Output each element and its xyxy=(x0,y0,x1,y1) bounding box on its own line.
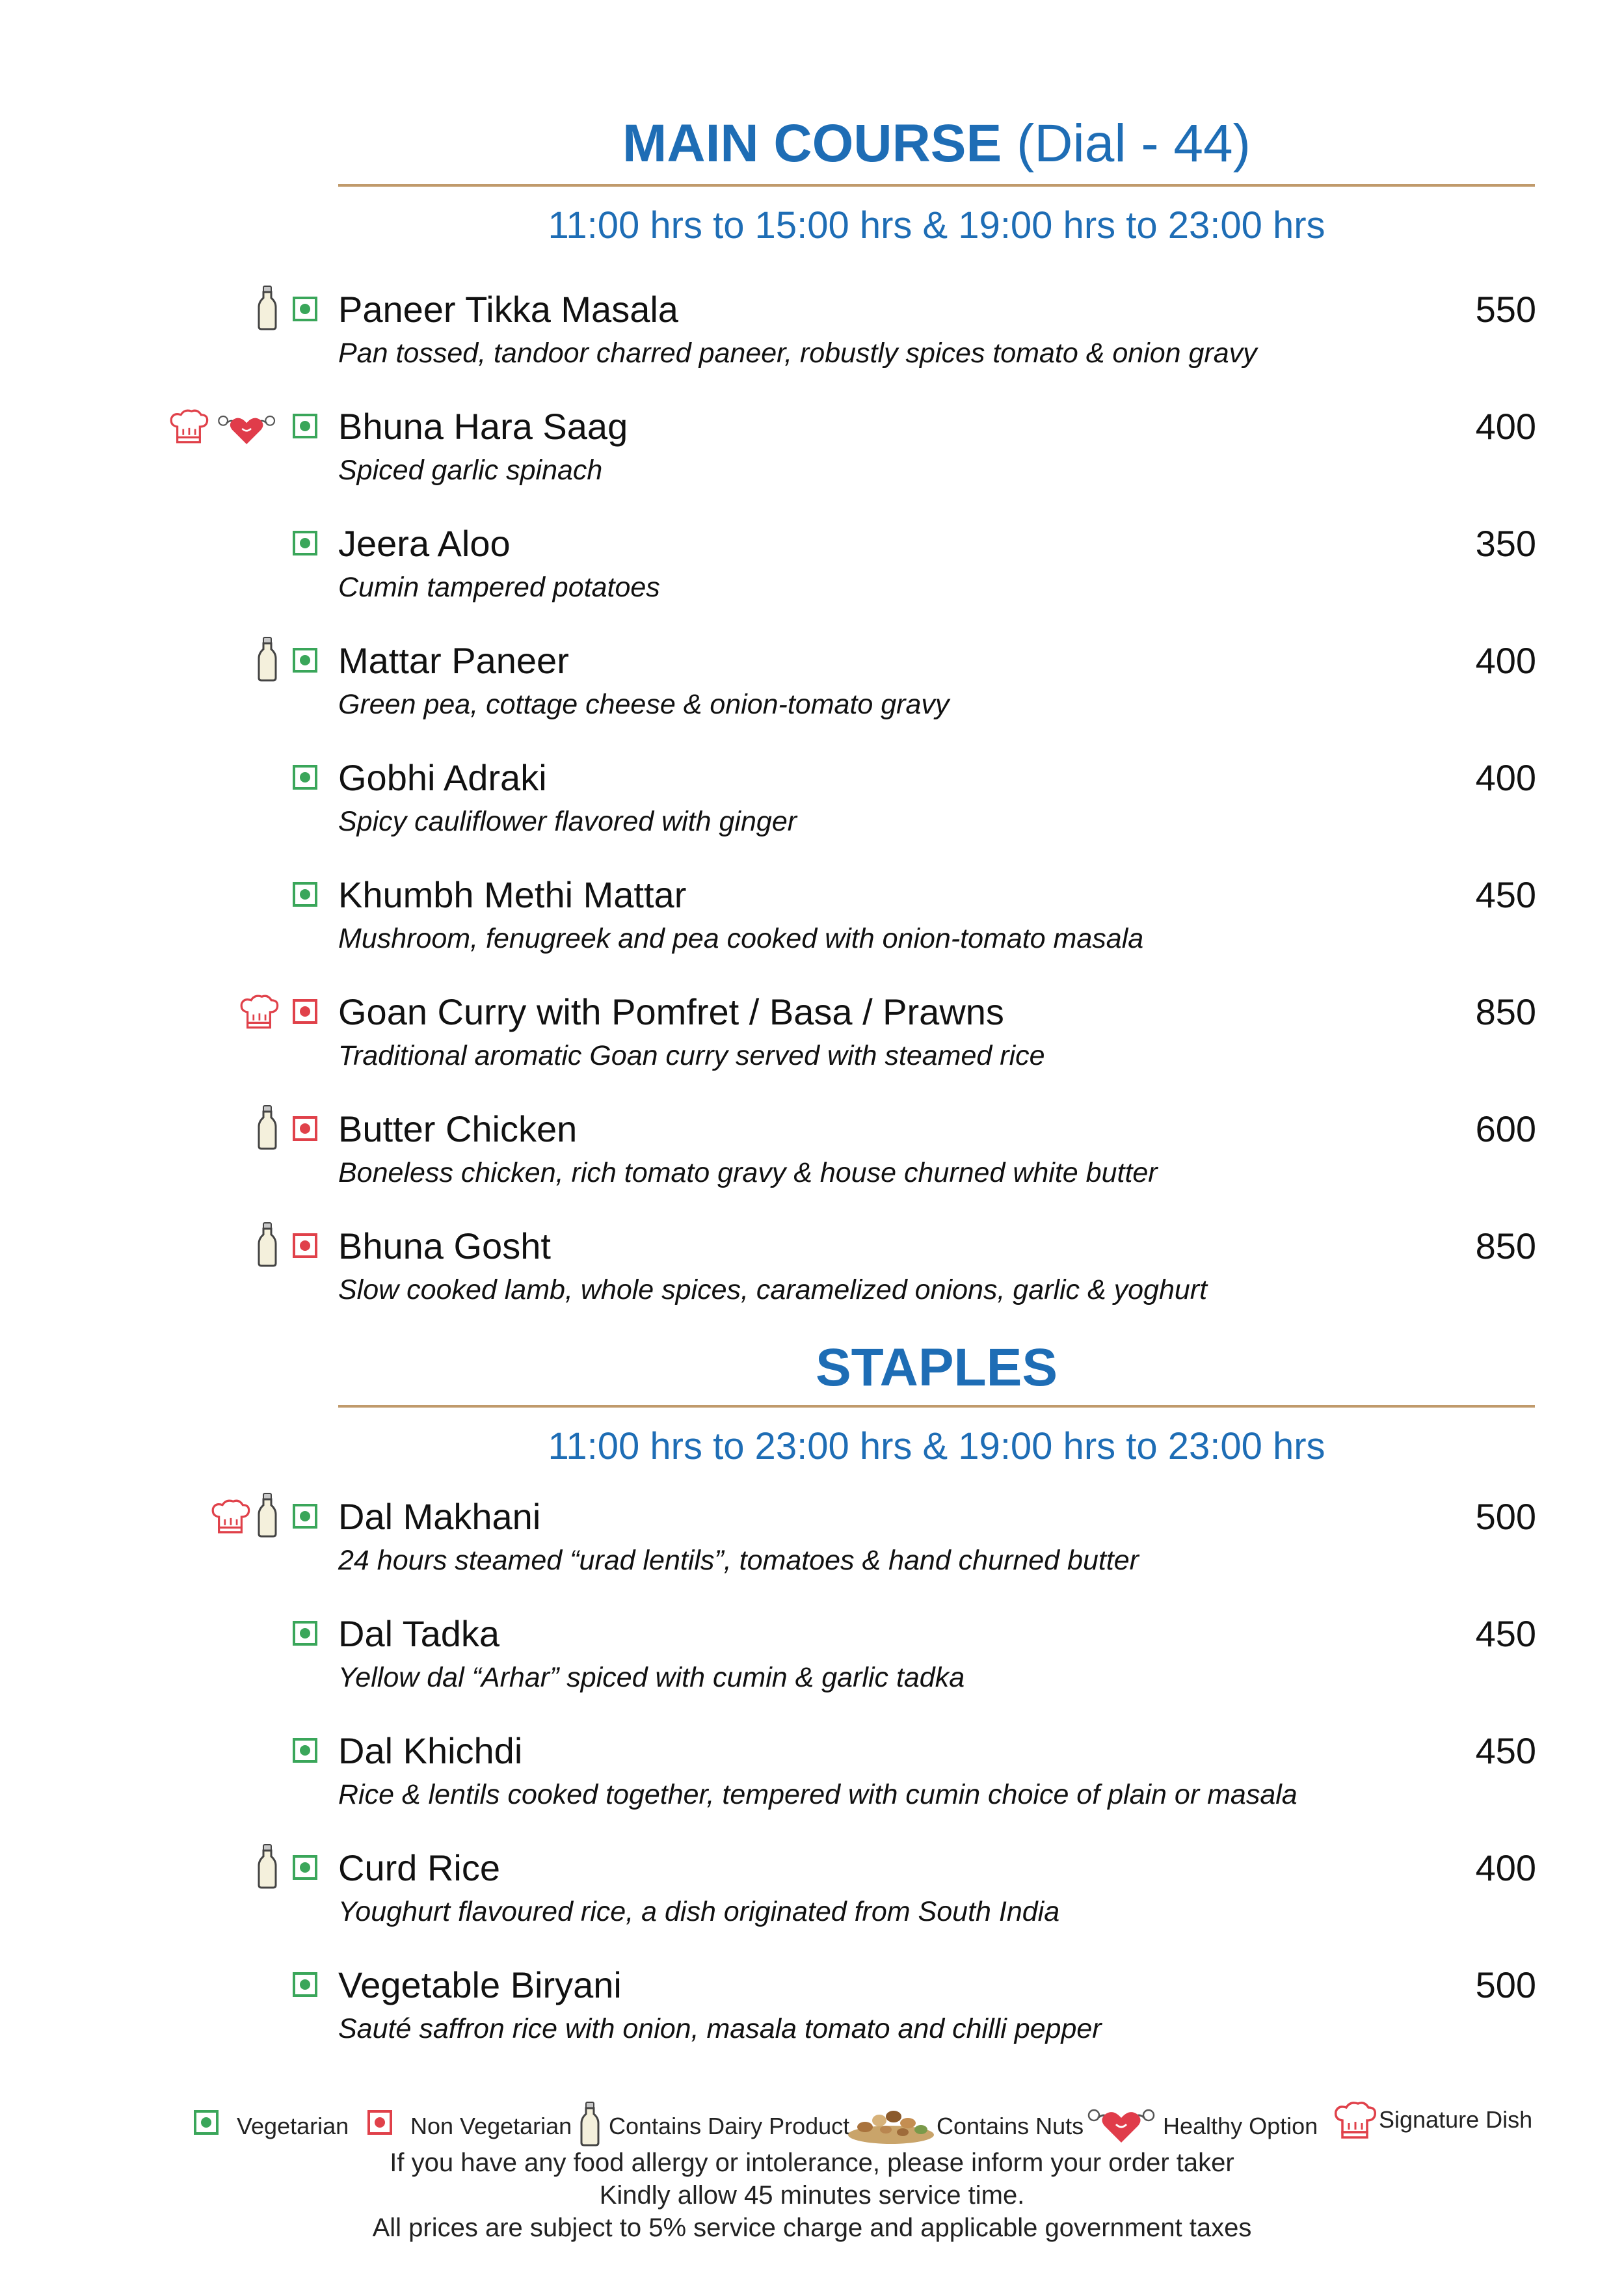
menu-item-price: 400 xyxy=(1475,406,1536,447)
menu-item xyxy=(0,1613,1624,1711)
menu-item-name: Dal Makhani xyxy=(338,1496,541,1537)
signature-chef-hat-icon xyxy=(1332,2101,1378,2140)
legend-signature-label: Signature Dish xyxy=(1379,2106,1533,2133)
menu-item-description: 24 hours steamed “urad lentils”, tomatoes & hand churned butter xyxy=(338,1545,1139,1576)
veg-marker-icon xyxy=(293,297,317,321)
signature-chef-hat-icon xyxy=(168,408,209,448)
menu-item-name: Paneer Tikka Masala xyxy=(338,289,678,330)
menu-item-description: Spiced garlic spinach xyxy=(338,455,603,486)
veg-marker-icon xyxy=(293,531,317,555)
menu-item-description: Green pea, cottage cheese & onion-tomato gravy xyxy=(338,689,950,720)
veg-marker-icon xyxy=(293,1855,317,1880)
legend-vegetarian-label: Vegetarian xyxy=(237,2113,349,2139)
legend xyxy=(0,2101,1624,2153)
main-course-rule xyxy=(338,184,1535,187)
menu-item-name: Dal Khichdi xyxy=(338,1730,523,1771)
legend-non-vegetarian-label: Non Vegetarian xyxy=(410,2113,572,2139)
menu-item-description: Sauté saffron rice with onion, masala tomato and chilli pepper xyxy=(338,2013,1102,2044)
menu-item xyxy=(0,289,1624,386)
staples-title xyxy=(338,1338,1535,1397)
menu-item-price: 450 xyxy=(1475,1730,1536,1771)
dairy-bottle-icon xyxy=(256,285,278,334)
veg-marker-icon xyxy=(293,882,317,907)
dairy-bottle-icon xyxy=(256,1104,278,1153)
menu-item-price: 850 xyxy=(1475,991,1536,1032)
menu-item xyxy=(0,640,1624,738)
menu-item-description: Pan tossed, tandoor charred paneer, robustly spices tomato & onion gravy xyxy=(338,338,1257,369)
menu-item xyxy=(0,406,1624,503)
menu-item-description: Rice & lentils cooked together, tempered with cumin choice of plain or masala xyxy=(338,1779,1298,1810)
menu-item-name: Bhuna Hara Saag xyxy=(338,406,628,447)
signature-chef-hat-icon xyxy=(238,994,280,1034)
menu-item xyxy=(0,1108,1624,1206)
dairy-bottle-icon xyxy=(256,1492,278,1541)
dairy-bottle-icon xyxy=(256,1843,278,1892)
menu-item-name: Curd Rice xyxy=(338,1847,500,1888)
main-course-hours: 11:00 hrs to 15:00 hrs & 19:00 hrs to 23:00 hrs xyxy=(548,204,1325,247)
menu-item-name: Butter Chicken xyxy=(338,1108,578,1149)
menu-item-price: 500 xyxy=(1475,1964,1536,2005)
veg-marker-icon xyxy=(194,2110,219,2135)
healthy-heart-icon xyxy=(215,408,280,451)
veg-marker-icon xyxy=(293,1504,317,1529)
menu-item-price: 850 xyxy=(1475,1225,1536,1266)
menu-item-description: Cumin tampered potatoes xyxy=(338,572,660,603)
menu-item-description: Mushroom, fenugreek and pea cooked with onion-tomato masala xyxy=(338,923,1144,954)
allergy-note: If you have any food allergy or intolerance, please inform your order taker xyxy=(390,2148,1234,2177)
menu-item-name: Mattar Paneer xyxy=(338,640,569,681)
veg-marker-icon xyxy=(293,414,317,438)
menu-item-price: 450 xyxy=(1475,874,1536,915)
veg-marker-icon xyxy=(293,648,317,673)
nonveg-marker-icon xyxy=(293,1116,317,1141)
menu-item-name: Vegetable Biryani xyxy=(338,1964,622,2005)
menu-item-description: Slow cooked lamb, whole spices, caramelized onions, garlic & yoghurt xyxy=(338,1274,1208,1305)
dairy-bottle-icon xyxy=(256,1222,278,1270)
menu-item xyxy=(0,1496,1624,1594)
menu-item xyxy=(0,1847,1624,1945)
menu-item-price: 600 xyxy=(1475,1108,1536,1149)
nonveg-marker-icon xyxy=(293,1233,317,1258)
main-course-title-bold: MAIN COURSE xyxy=(622,114,1002,173)
staples-title-bold: STAPLES xyxy=(815,1338,1058,1397)
signature-chef-hat-icon xyxy=(209,1499,251,1538)
taxes-note: All prices are subject to 5% service charge and applicable government taxes xyxy=(372,2213,1252,2242)
veg-marker-icon xyxy=(293,1738,317,1763)
menu-item xyxy=(0,874,1624,972)
staples-hours: 11:00 hrs to 23:00 hrs & 19:00 hrs to 23:00 hrs xyxy=(548,1425,1325,1467)
legend-nuts-label: Contains Nuts xyxy=(937,2113,1084,2139)
menu-item-description: Boneless chicken, rich tomato gravy & house churned white butter xyxy=(338,1157,1158,1188)
nuts-icon xyxy=(845,2101,937,2147)
menu-item-name: Bhuna Gosht xyxy=(338,1225,551,1266)
main-course-dial: (Dial - 44) xyxy=(1016,114,1251,173)
veg-marker-icon xyxy=(293,1972,317,1997)
nonveg-marker-icon xyxy=(293,999,317,1024)
legend-healthy-label: Healthy Option xyxy=(1163,2113,1318,2139)
legend-dairy-label: Contains Dairy Product xyxy=(609,2113,850,2139)
menu-item-description: Traditional aromatic Goan curry served with steamed rice xyxy=(338,1040,1045,1071)
menu-item-description: Spicy cauliflower flavored with ginger xyxy=(338,806,797,837)
menu-item-name: Gobhi Adraki xyxy=(338,757,547,798)
menu-item-price: 400 xyxy=(1475,757,1536,798)
veg-marker-icon xyxy=(293,1621,317,1646)
service-time-note: Kindly allow 45 minutes service time. xyxy=(599,2181,1025,2210)
menu-item-description: Youghurt flavoured rice, a dish originated from South India xyxy=(338,1896,1060,1927)
menu-item xyxy=(0,991,1624,1089)
veg-marker-icon xyxy=(293,765,317,790)
dairy-bottle-icon xyxy=(579,2101,601,2147)
menu-item xyxy=(0,1730,1624,1828)
menu-item-price: 450 xyxy=(1475,1613,1536,1654)
menu-item-description: Yellow dal “Arhar” spiced with cumin & garlic tadka xyxy=(338,1662,965,1693)
menu-item xyxy=(0,1225,1624,1323)
menu-item-price: 500 xyxy=(1475,1496,1536,1537)
menu-item-name: Goan Curry with Pomfret / Basa / Prawns xyxy=(338,991,1004,1032)
nonveg-marker-icon xyxy=(367,2110,392,2135)
menu-item xyxy=(0,757,1624,855)
menu-item-price: 400 xyxy=(1475,1847,1536,1888)
menu-item-price: 350 xyxy=(1475,523,1536,564)
menu-item-price: 400 xyxy=(1475,640,1536,681)
dairy-bottle-icon xyxy=(256,636,278,685)
healthy-heart-icon xyxy=(1086,2101,1158,2147)
menu-item-name: Dal Tadka xyxy=(338,1613,500,1654)
menu-item xyxy=(0,1964,1624,2062)
menu-item-name: Jeera Aloo xyxy=(338,523,511,564)
main-course-title xyxy=(338,114,1535,173)
menu-item-name: Khumbh Methi Mattar xyxy=(338,874,687,915)
menu-item-price: 550 xyxy=(1475,289,1536,330)
menu-item xyxy=(0,523,1624,621)
staples-rule xyxy=(338,1405,1535,1408)
